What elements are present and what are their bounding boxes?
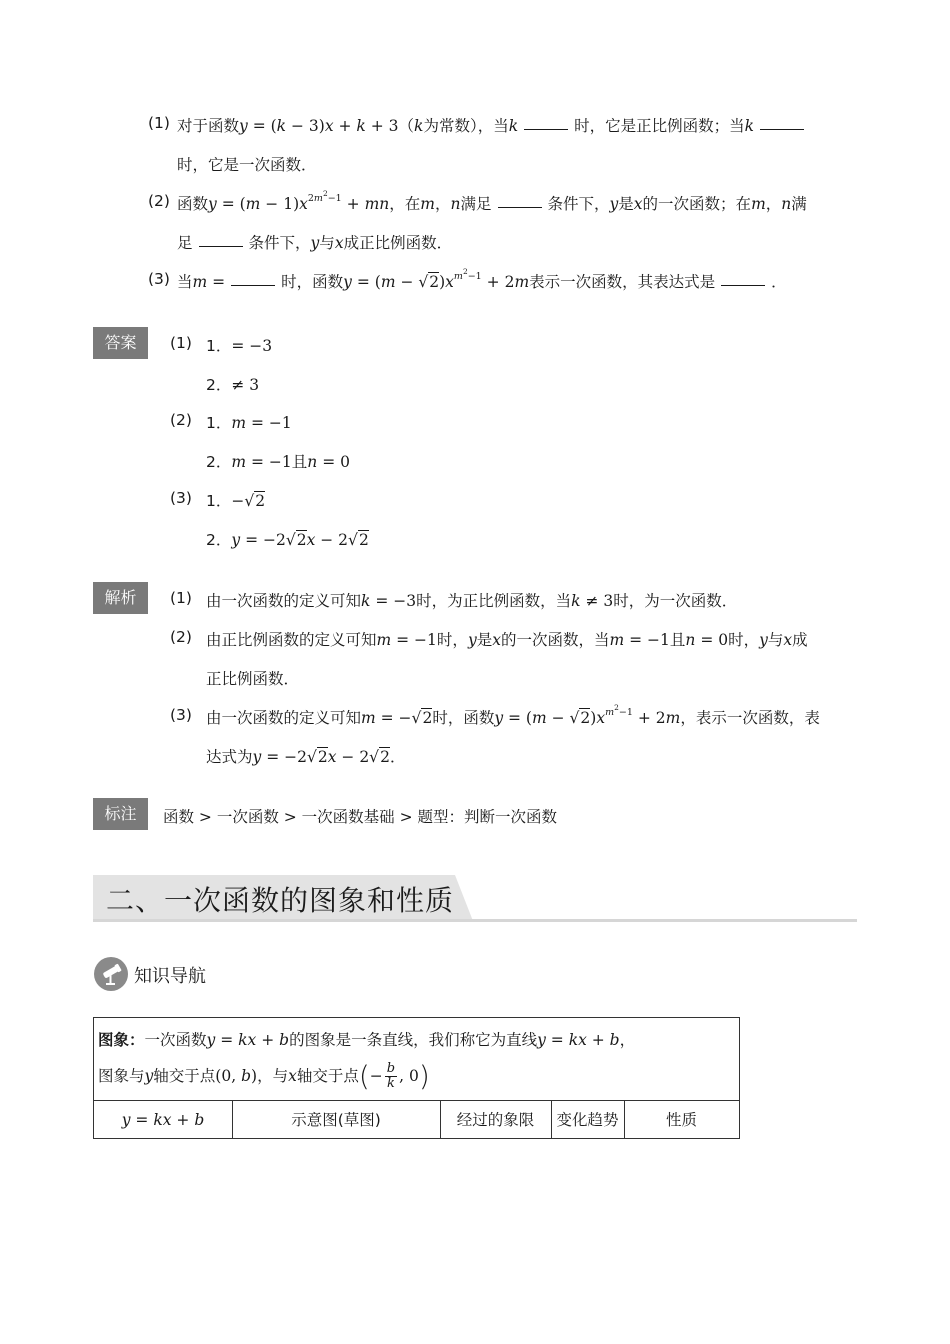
- analysis-tag: 解析: [93, 582, 148, 614]
- header-equation: y = kx + b: [94, 1101, 233, 1139]
- q1-number: (1): [148, 114, 170, 132]
- blank: [524, 117, 568, 130]
- blank: [199, 234, 243, 247]
- analysis-1: 由一次函数的定义可知k = −3时，为正比例函数，当k ≠ 3时，为一次函数．: [206, 592, 738, 610]
- answer-3-2: 2．y = −2√2x − 2√2: [206, 531, 369, 549]
- answer-1-1: 1．= −3: [206, 337, 273, 355]
- blank: [231, 273, 275, 286]
- analysis-3-line1: 由一次函数的定义可知m = −√2时，函数$y = (m - √2)x^{m^2-1} + 2m$，表示一次函数，表: [206, 703, 820, 727]
- answer-part-1: (1): [170, 334, 192, 352]
- telescope-icon: [94, 957, 128, 991]
- knowledge-line1: 图象：一次函数y = kx + b的图象是一条直线，我们称它为直线y = kx + b，: [98, 1031, 636, 1049]
- knowledge-table-header: [94, 1100, 739, 1139]
- answer-3-1: 1．−√2: [206, 492, 266, 510]
- q1-line1: 对于函数y = (k − 3)x + k + 3（k为常数），当k 时，它是正比例函数；当k: [177, 114, 810, 136]
- analysis-2-line2: 正比例函数．: [206, 670, 300, 688]
- section-divider: [93, 919, 857, 922]
- analysis-3-line2: 达式为y = −2√2x − 2√2．: [206, 748, 406, 766]
- analysis-part-1: (1): [170, 589, 192, 607]
- blank: [721, 273, 765, 286]
- label-tag: 标注: [93, 798, 148, 830]
- header-trend: 变化趋势: [551, 1101, 625, 1139]
- analysis-part-3: (3): [170, 706, 192, 724]
- q3-number: (3): [148, 270, 170, 288]
- answer-2-1: 1．m = −1: [206, 414, 292, 432]
- label-path: 函数 > 一次函数 > 一次函数基础 > 题型：判断一次函数: [163, 808, 558, 826]
- q3-line: 当m = 时，函数$y = (m - √2)x^{m^2-1} + 2m$表示一次函数，其表达式是 ．: [177, 267, 787, 291]
- header-quadrants: 经过的象限: [440, 1101, 552, 1139]
- header-sketch: 示意图(草图): [232, 1101, 441, 1139]
- q1-line2: 时，它是一次函数．: [177, 156, 317, 174]
- knowledge-line2: 图象与y轴交于点(0, b)，与x轴交于点(− $\frac{b}{k}$ , 0): [98, 1059, 430, 1093]
- answer-2-2: 2．m = −1且n = 0: [206, 453, 350, 471]
- knowledge-nav-label: 知识导航: [134, 966, 206, 987]
- q2-number: (2): [148, 192, 170, 210]
- answer-part-2: (2): [170, 411, 192, 429]
- q2-line1: 函数$y = (m - 1)x^{2m^2-1}$ + mn，在m，n满足 条件下，y是x的一次函数；在m，n满: [177, 189, 807, 213]
- analysis-2-line1: 由正比例函数的定义可知m = −1时，y是x的一次函数，当m = −1且n = 0时，y与x成: [206, 631, 808, 649]
- blank: [498, 195, 542, 208]
- section-title: 二、一次函数的图象和性质: [106, 884, 455, 917]
- knowledge-box: [93, 1017, 740, 1139]
- blank: [760, 117, 804, 130]
- answer-part-3: (3): [170, 489, 192, 507]
- analysis-part-2: (2): [170, 628, 192, 646]
- header-properties: 性质: [665, 1111, 697, 1129]
- q2-line2: 足 条件下，y与x成正比例函数．: [177, 234, 453, 252]
- answer-tag: 答案: [93, 327, 148, 359]
- answer-1-2: 2．≠ 3: [206, 376, 260, 394]
